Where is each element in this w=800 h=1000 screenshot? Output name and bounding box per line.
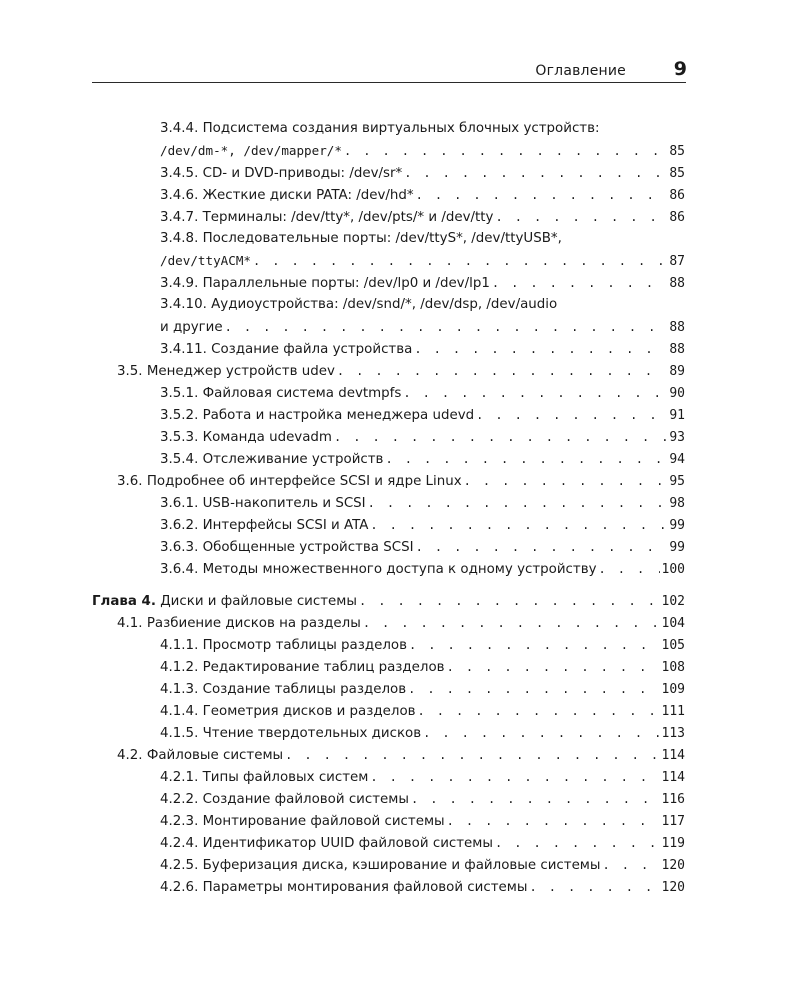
toc-entry[interactable]: [160, 558, 685, 580]
toc-entry[interactable]: [160, 876, 685, 898]
entry-page: 119: [661, 836, 685, 851]
entry-number: 4.1.3.: [160, 682, 199, 697]
dot-leader: [416, 184, 668, 206]
toc-entry[interactable]: [160, 810, 685, 832]
entry-title: Создание файла устройства: [211, 342, 413, 357]
entry-title: Аудиоустройства: /dev/snd/*, /dev/dsp, /dev/audio: [211, 297, 558, 312]
toc-entry[interactable]: [160, 700, 685, 722]
entry-page: 99: [669, 540, 685, 555]
header-title: Оглавление: [535, 63, 626, 79]
entry-title: Файловая система devtmpfs: [202, 386, 402, 401]
entry-title: Чтение твердотельных дисков: [202, 726, 422, 741]
entry-title-continuation: и другие: [160, 320, 223, 335]
entry-page: 85: [669, 166, 685, 181]
entry-page: 117: [661, 814, 685, 829]
toc-entry[interactable]: [160, 118, 685, 162]
entry-page: 111: [661, 704, 685, 719]
toc-entry[interactable]: [160, 766, 685, 788]
toc-entry[interactable]: [160, 788, 685, 810]
toc-entry[interactable]: [160, 426, 685, 448]
entry-number: 4.1.2.: [160, 660, 199, 675]
dot-leader: [409, 634, 660, 656]
entry-page: 88: [669, 320, 685, 335]
entry-page: 104: [661, 616, 685, 631]
toc-entry[interactable]: [160, 382, 685, 404]
toc-entry[interactable]: [160, 514, 685, 536]
entry-number: 3.5.4.: [160, 452, 199, 467]
entry-number: 3.4.9.: [160, 276, 199, 291]
entry-title: Команда udevadm: [202, 430, 332, 445]
dot-leader: [359, 590, 660, 612]
toc-entry[interactable]: [160, 536, 685, 558]
toc-entry[interactable]: [160, 492, 685, 514]
dot-leader: [334, 426, 667, 448]
toc-entry[interactable]: [160, 206, 685, 228]
entry-title-continuation: /dev/ttyACM*: [160, 253, 251, 268]
entry-number: 3.4.8.: [160, 231, 199, 246]
entry-title: Создание таблицы разделов: [202, 682, 407, 697]
entry-number: 3.4.6.: [160, 188, 199, 203]
entry-title: Терминалы: /dev/tty*, /dev/pts/* и /dev/tty: [202, 210, 494, 225]
entry-number: 3.6.3.: [160, 540, 199, 555]
entry-title: Геометрия дисков и разделов: [202, 704, 416, 719]
entry-title: Файловые системы: [146, 748, 284, 763]
entry-page: 116: [661, 792, 685, 807]
toc-entry[interactable]: [117, 612, 685, 634]
dot-leader: [447, 810, 660, 832]
dot-leader: [253, 250, 667, 272]
toc-entry[interactable]: [160, 634, 685, 656]
dot-leader: [495, 206, 667, 228]
dot-leader: [476, 404, 667, 426]
entry-title: Создание файловой системы: [202, 792, 409, 807]
entry-title: Буферизация диска, кэширование и файловые системы: [202, 858, 601, 873]
header-page-number: 9: [673, 58, 687, 80]
entry-number: 4.2.2.: [160, 792, 199, 807]
entry-title: Методы множественного доступа к одному устройству: [202, 562, 597, 577]
entry-page: 88: [669, 276, 685, 291]
entry-number: 4.1.4.: [160, 704, 199, 719]
toc-entry[interactable]: [160, 272, 685, 294]
entry-page: 87: [669, 254, 685, 269]
entry-page: 98: [669, 496, 685, 511]
entry-title: Разбиение дисков на разделы: [146, 616, 361, 631]
dot-leader: [492, 272, 667, 294]
entry-page: 89: [669, 364, 685, 379]
dot-leader: [495, 832, 660, 854]
dot-leader: [423, 722, 659, 744]
entry-title: Типы файловых систем: [202, 770, 369, 785]
entry-title: Просмотр таблицы разделов: [202, 638, 408, 653]
entry-title: Обобщенные устройства SCSI: [202, 540, 414, 555]
entry-page: 86: [669, 188, 685, 203]
dot-leader: [416, 536, 668, 558]
toc-entry[interactable]: [160, 404, 685, 426]
entry-number: 3.5.1.: [160, 386, 199, 401]
entry-page: 102: [661, 594, 685, 609]
entry-number: 4.2.1.: [160, 770, 199, 785]
toc-entry[interactable]: [160, 338, 685, 360]
entry-page: 94: [669, 452, 685, 467]
dot-leader: [344, 140, 667, 162]
dot-leader: [447, 656, 660, 678]
entry-number: 3.4.5.: [160, 166, 199, 181]
entry-title: Редактирование таблиц разделов: [202, 660, 445, 675]
entry-title-continuation: /dev/dm-*, /dev/mapper/*: [160, 143, 342, 158]
dot-leader: [599, 558, 660, 580]
entry-page: 86: [669, 210, 685, 225]
entry-title: Монтирование файловой системы: [202, 814, 445, 829]
toc-entry[interactable]: [160, 656, 685, 678]
entry-page: 105: [661, 638, 685, 653]
dot-leader: [368, 492, 668, 514]
entry-number: 4.2.3.: [160, 814, 199, 829]
dot-leader: [370, 766, 659, 788]
entry-page: 114: [661, 770, 685, 785]
entry-number: 3.5.: [117, 364, 143, 379]
entry-title: Идентификатор UUID файловой системы: [202, 836, 493, 851]
entry-number: 3.4.10.: [160, 297, 207, 312]
entry-title: Последовательные порты: /dev/ttyS*, /dev/ttyUSB*,: [202, 231, 562, 246]
entry-number: 4.1.5.: [160, 726, 199, 741]
entry-page: 88: [669, 342, 685, 357]
entry-page: 95: [669, 474, 685, 489]
entry-title: Диски и файловые системы: [160, 594, 357, 609]
dot-leader: [225, 316, 668, 338]
entry-page: 108: [661, 660, 685, 675]
entry-title: Подсистема создания виртуальных блочных устройств:: [202, 121, 600, 136]
dot-leader: [602, 854, 659, 876]
entry-title: Подробнее об интерфейсе SCSI и ядре Linux: [146, 474, 462, 489]
entry-number: 4.2.4.: [160, 836, 199, 851]
entry-title: Отслеживание устройств: [202, 452, 384, 467]
chapter-label: Глава 4.: [92, 594, 156, 609]
entry-page: 114: [661, 748, 685, 763]
entry-number: 4.1.1.: [160, 638, 199, 653]
entry-number: 3.5.3.: [160, 430, 199, 445]
dot-leader: [403, 382, 667, 404]
entry-number: 3.6.2.: [160, 518, 199, 533]
dot-leader: [414, 338, 667, 360]
entry-page: 120: [661, 880, 685, 895]
entry-number: 3.4.7.: [160, 210, 199, 225]
toc-entry[interactable]: [160, 722, 685, 744]
dot-leader: [363, 612, 660, 634]
entry-title: Менеджер устройств udev: [146, 364, 335, 379]
entry-number: 3.4.4.: [160, 121, 199, 136]
entry-page: 93: [669, 430, 685, 445]
dot-leader: [411, 788, 660, 810]
entry-page: 99: [669, 518, 685, 533]
entry-number: 4.2.5.: [160, 858, 199, 873]
entry-number: 3.6.1.: [160, 496, 199, 511]
entry-page: 90: [669, 386, 685, 401]
toc-entry[interactable]: [117, 744, 685, 766]
header-rule: [92, 82, 686, 83]
toc-entry[interactable]: [160, 294, 685, 338]
dot-leader: [529, 876, 659, 898]
entry-page: 109: [661, 682, 685, 697]
entry-title: USB-накопитель и SCSI: [202, 496, 366, 511]
entry-title: CD- и DVD-приводы: /dev/sr*: [202, 166, 403, 181]
entry-number: 3.5.2.: [160, 408, 199, 423]
entry-number: 4.2.: [117, 748, 143, 763]
toc-entry[interactable]: [117, 470, 685, 492]
entry-title: Работа и настройка менеджера udevd: [202, 408, 475, 423]
dot-leader: [464, 470, 668, 492]
toc-entry[interactable]: [160, 448, 685, 470]
entry-page: 85: [669, 144, 685, 159]
entry-number: 4.2.6.: [160, 880, 199, 895]
toc-entry[interactable]: [160, 162, 685, 184]
entry-page: 91: [669, 408, 685, 423]
entry-page: 120: [661, 858, 685, 873]
dot-leader: [408, 678, 659, 700]
entry-page: 100: [661, 562, 685, 577]
entry-title: Интерфейсы SCSI и ATA: [202, 518, 369, 533]
toc-entry[interactable]: [117, 360, 685, 382]
dot-leader: [370, 514, 667, 536]
toc-entry[interactable]: [160, 678, 685, 700]
toc-entry[interactable]: [160, 854, 685, 876]
entry-title: Жесткие диски PATA: /dev/hd*: [202, 188, 414, 203]
toc-entry[interactable]: [160, 184, 685, 206]
toc-entry[interactable]: [160, 832, 685, 854]
dot-leader: [385, 448, 667, 470]
entry-number: 3.6.: [117, 474, 143, 489]
entry-title: Параметры монтирования файловой системы: [202, 880, 528, 895]
dot-leader: [285, 744, 659, 766]
entry-title: Параллельные порты: /dev/lp0 и /dev/lp1: [202, 276, 490, 291]
dot-leader: [418, 700, 660, 722]
entry-number: 4.1.: [117, 616, 143, 631]
entry-number: 3.6.4.: [160, 562, 199, 577]
toc-entry[interactable]: [160, 228, 685, 272]
dot-leader: [404, 162, 667, 184]
dot-leader: [337, 360, 667, 382]
entry-number: 3.4.11.: [160, 342, 207, 357]
toc-chapter-entry[interactable]: [92, 590, 685, 612]
entry-page: 113: [661, 726, 685, 741]
